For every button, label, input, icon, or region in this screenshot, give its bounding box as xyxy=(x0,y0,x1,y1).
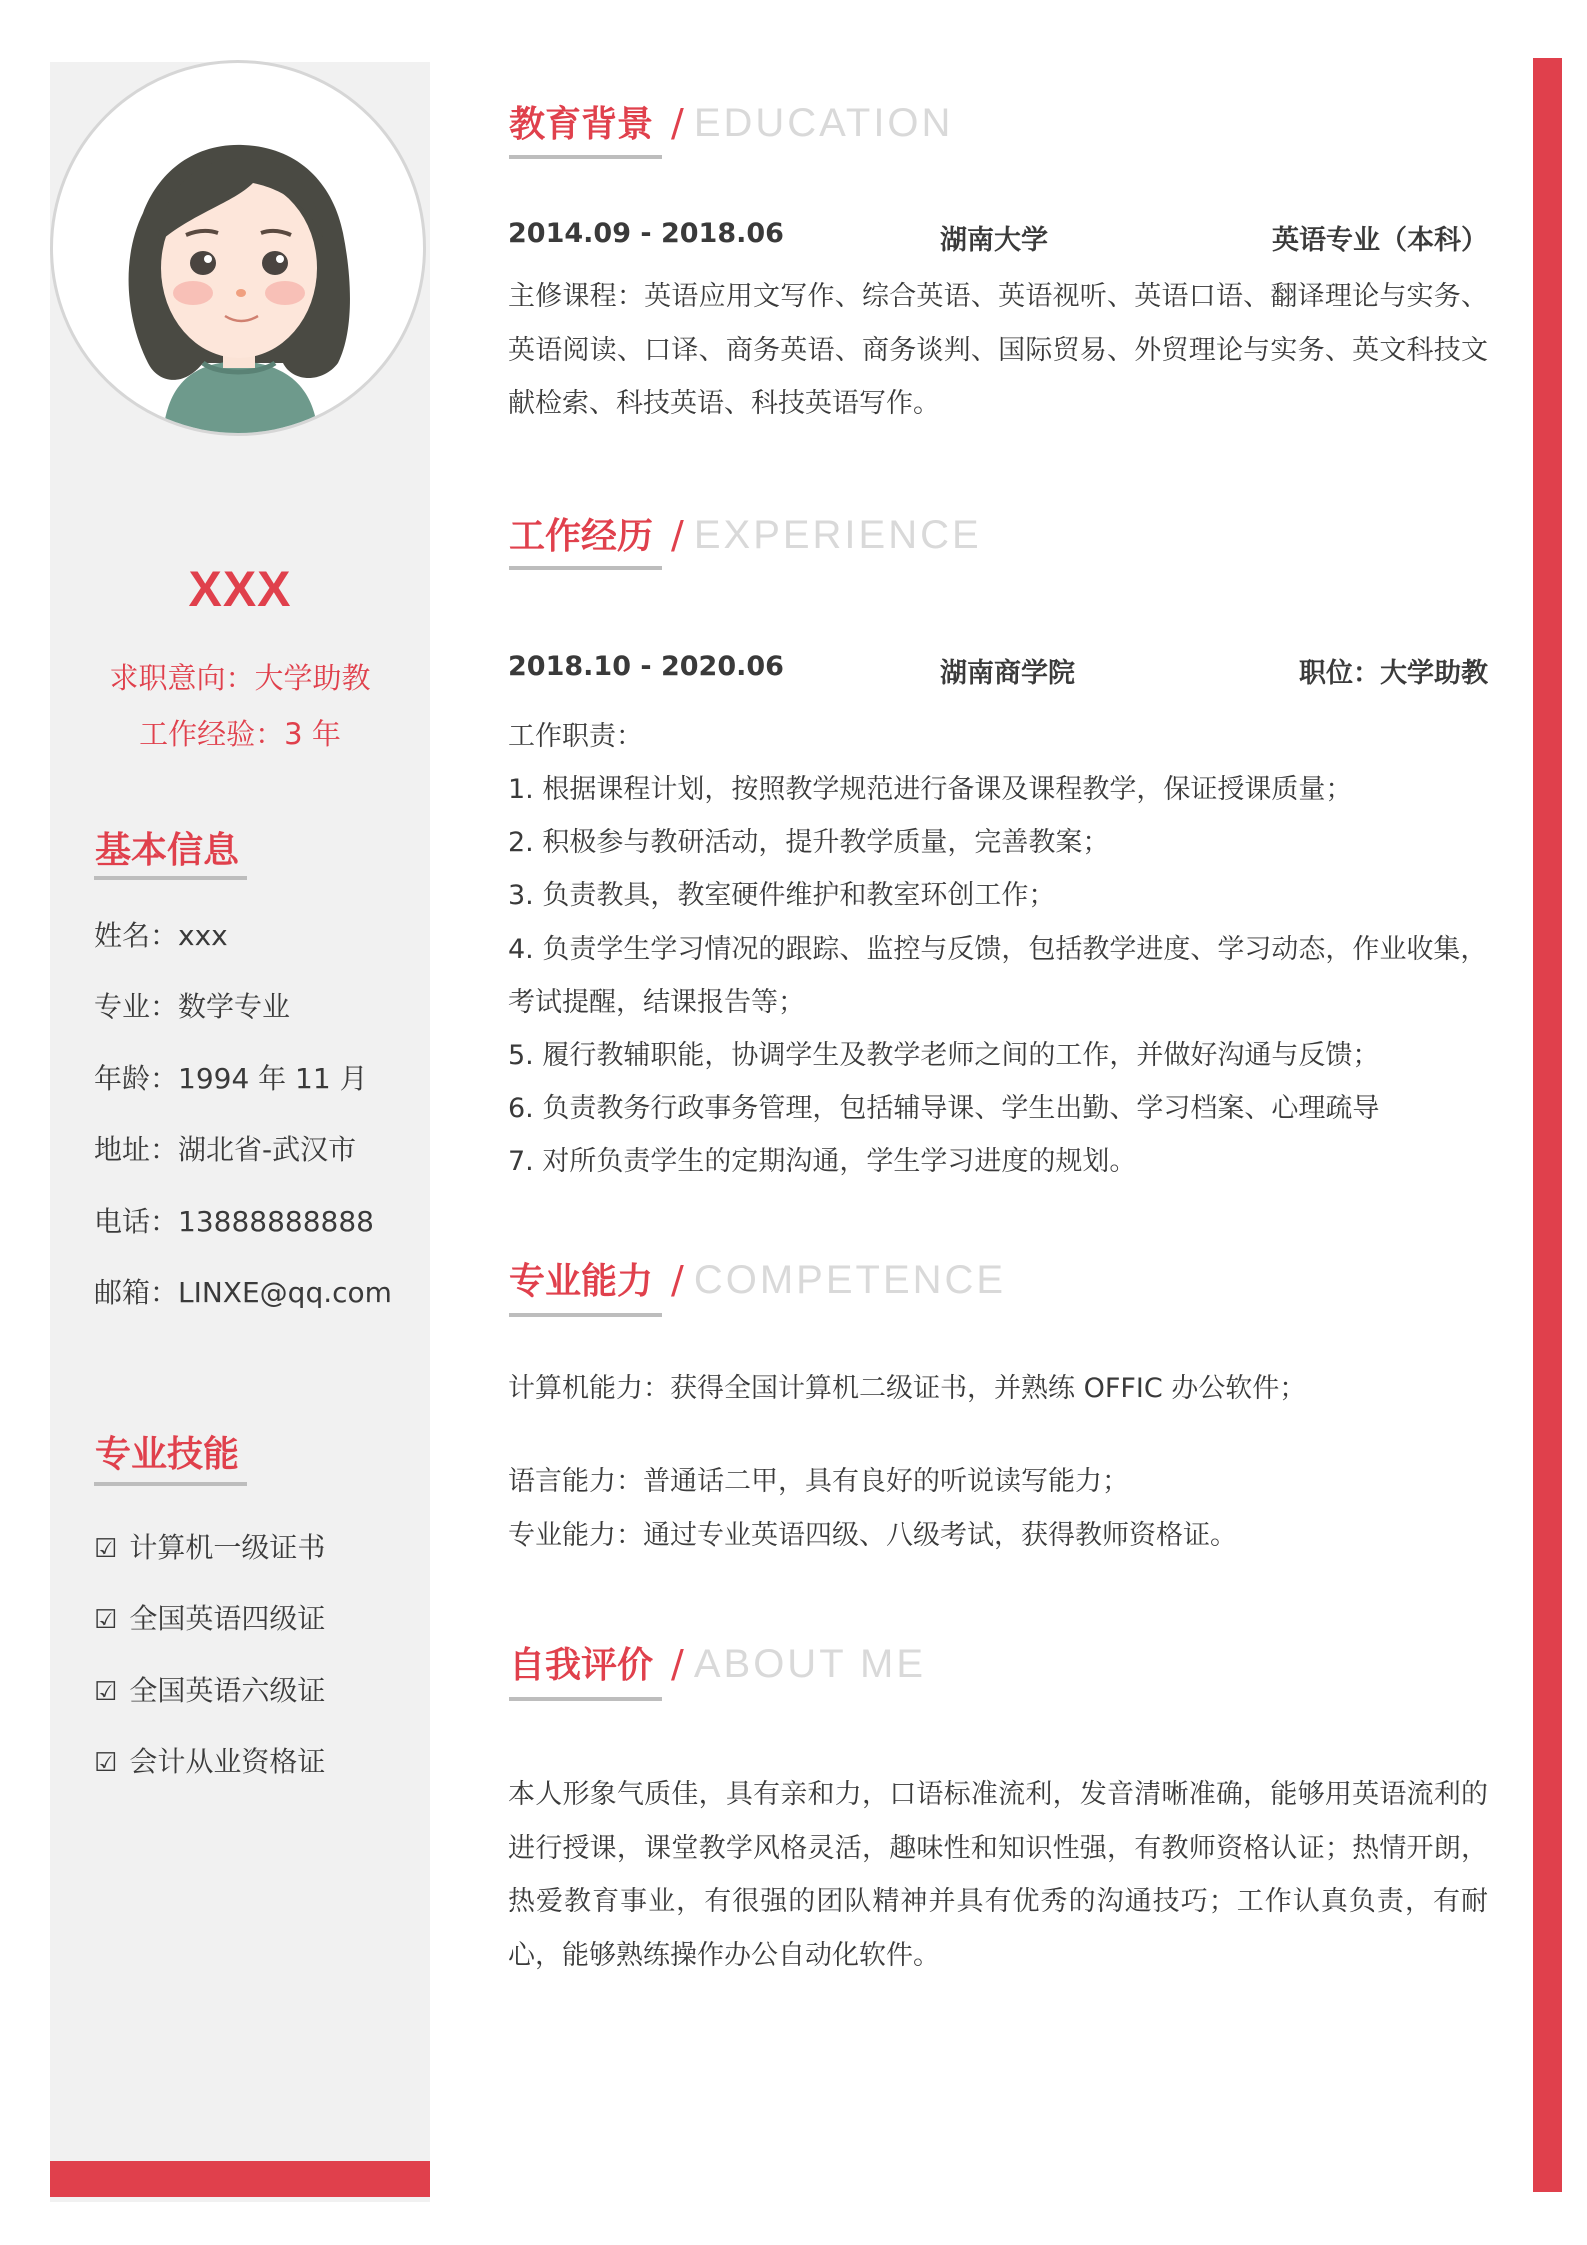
experience-period: 2018.10 - 2020.06 xyxy=(508,651,784,682)
experience-underline xyxy=(509,566,662,570)
skill-label: 全国英语六级证 xyxy=(129,1674,326,1707)
skills-underline xyxy=(94,1482,247,1486)
job-intent: 求职意向：大学助教 xyxy=(109,661,371,695)
duty-item: 6. 负责教务行政事务管理，包括辅导课、学生出勤、学习档案、心理疏导 xyxy=(508,1093,1380,1124)
duty-item: 3. 负责教具，教室硬件维护和教室环创工作； xyxy=(508,880,1056,911)
checkbox-checked-icon: ☑ xyxy=(94,1748,118,1778)
education-underline xyxy=(509,155,662,159)
skills-heading: 专业技能 xyxy=(95,1434,240,1475)
duty-item: 2. 积极参与教研活动，提升教学质量，完善教案； xyxy=(508,827,1110,858)
info-email: 邮箱：LINXE@qq.com xyxy=(94,1276,392,1309)
heading-slash: / xyxy=(671,1258,684,1302)
checkbox-checked-icon: ☑ xyxy=(94,1534,118,1564)
duty-item: 4. 负责学生学习情况的跟踪、监控与反馈，包括教学进度、学习动态，作业收集， xyxy=(508,934,1488,965)
education-title-en: EDUCATION xyxy=(693,101,954,145)
sidebar-bottom-accent-bar xyxy=(50,2161,430,2197)
competence-heading xyxy=(509,1253,1006,1304)
candidate-name: XXX xyxy=(188,561,292,617)
about-heading xyxy=(509,1637,926,1688)
education-major: 英语专业（本科） xyxy=(1272,225,1488,256)
skill-item xyxy=(94,1526,325,1566)
info-address: 地址：湖北省-武汉市 xyxy=(94,1133,357,1166)
experience-title-en: EXPERIENCE xyxy=(693,513,982,557)
heading-slash: / xyxy=(671,513,684,557)
skill-label: 全国英语四级证 xyxy=(129,1602,326,1635)
competence-title-en: COMPETENCE xyxy=(693,1258,1007,1302)
about-text: 本人形象气质佳，具有亲和力，口语标准流利，发音清晰准确，能够用英语流利的进行授课，课堂教学风格灵活，趣味性和知识性强，有教师资格认证；热情开朗，热爱教育事业，有很强的团队精神并具有优秀的沟通技巧；工作认真负责，有耐心，能够熟练操作办公自动化软件。 xyxy=(508,1779,1488,1971)
work-experience-years: 工作经验：3 年 xyxy=(139,717,341,751)
experience-row xyxy=(508,651,1488,687)
checkbox-checked-icon: ☑ xyxy=(94,1677,118,1707)
about-title-en: ABOUT ME xyxy=(693,1642,927,1686)
competence-line: 专业能力：通过专业英语四级、八级考试，获得教师资格证。 xyxy=(508,1520,1237,1551)
about-title-cn: 自我评价 xyxy=(509,1645,654,1686)
right-accent-bar xyxy=(1533,58,1562,2192)
duty-item-continued: 考试提醒，结课报告等； xyxy=(508,987,805,1018)
education-courses: 主修课程：英语应用文写作、综合英语、英语视听、英语口语、翻译理论与实务、英语阅读、口译、商务英语、商务谈判、国际贸易、外贸理论与实务、英文科技文献检索、科技英语、科技英语写作。 xyxy=(508,281,1488,419)
info-major: 专业：数学专业 xyxy=(94,990,291,1023)
skill-label: 计算机一级证书 xyxy=(129,1531,326,1564)
basic-info-heading: 基本信息 xyxy=(95,830,240,871)
competence-underline xyxy=(509,1313,662,1317)
competence-line: 计算机能力：获得全国计算机二级证书，并熟练 OFFIC 办公软件； xyxy=(508,1373,1307,1404)
info-age: 年龄：1994 年 11 月 xyxy=(94,1062,368,1095)
education-heading xyxy=(509,96,953,147)
education-title-cn: 教育背景 xyxy=(509,104,654,145)
avatar xyxy=(50,60,426,436)
duty-item: 5. 履行教辅职能，协调学生及教学老师之间的工作，并做好沟通与反馈； xyxy=(508,1040,1380,1071)
skill-item xyxy=(94,1597,325,1637)
info-name: 姓名：xxx xyxy=(94,919,228,952)
duties-label: 工作职责： xyxy=(508,721,643,752)
competence-title-cn: 专业能力 xyxy=(509,1261,654,1302)
skill-label: 会计从业资格证 xyxy=(129,1745,326,1778)
avatar-illustration-icon xyxy=(53,63,423,433)
duty-item: 1. 根据课程计划，按照教学规范进行备课及课程教学，保证授课质量； xyxy=(508,774,1353,805)
basic-info-underline xyxy=(94,876,247,880)
experience-position: 职位：大学助教 xyxy=(1299,658,1488,689)
heading-slash: / xyxy=(671,101,684,145)
competence-line: 语言能力：普通话二甲，具有良好的听说读写能力； xyxy=(508,1466,1129,1497)
experience-title-cn: 工作经历 xyxy=(509,516,654,557)
education-period: 2014.09 - 2018.06 xyxy=(508,218,784,249)
skill-item xyxy=(94,1740,325,1780)
about-underline xyxy=(509,1697,662,1701)
info-phone: 电话：13888888888 xyxy=(94,1205,374,1238)
sidebar-top-cap xyxy=(50,0,430,62)
experience-heading xyxy=(509,508,982,559)
skill-item xyxy=(94,1669,325,1709)
experience-company: 湖南商学院 xyxy=(940,658,1075,689)
duty-item: 7. 对所负责学生的定期沟通，学生学习进度的规划。 xyxy=(508,1146,1137,1177)
education-school: 湖南大学 xyxy=(940,225,1048,256)
checkbox-checked-icon: ☑ xyxy=(94,1605,118,1635)
education-row xyxy=(508,218,1488,254)
heading-slash: / xyxy=(671,1642,684,1686)
